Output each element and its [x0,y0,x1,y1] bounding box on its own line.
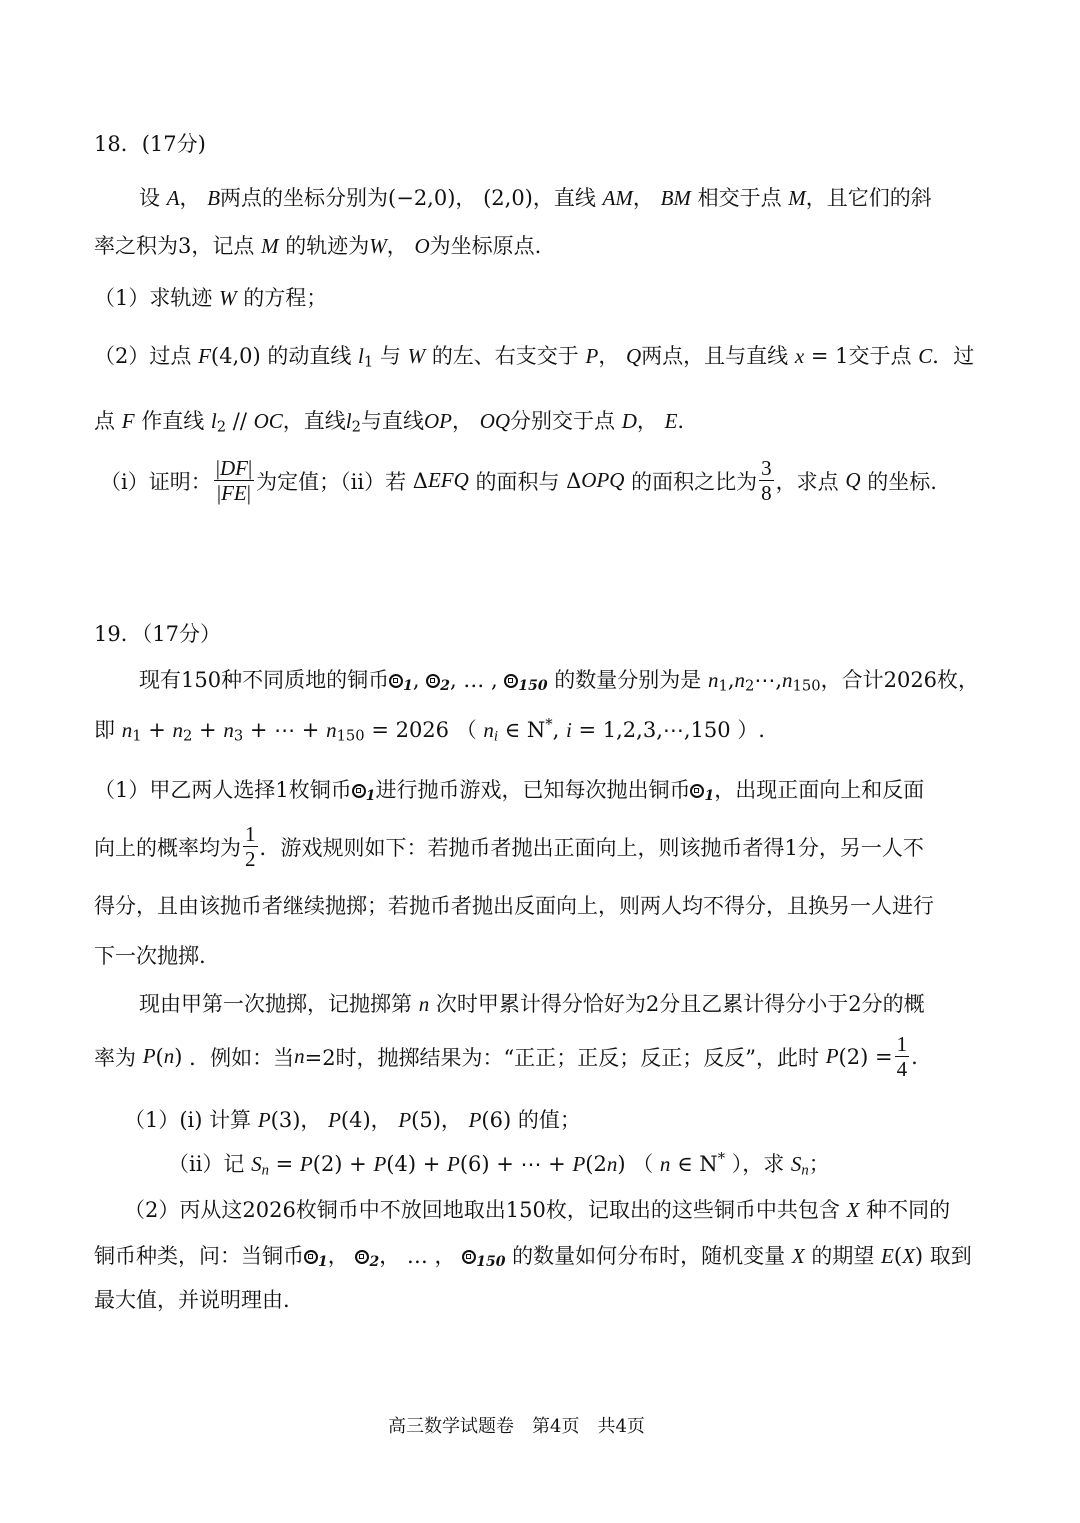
q19-part1-line3: 得分，且由该抛币者继续抛掷；若抛币者抛出反面向上，则两人均不得分，且换另一人进行 [94,894,934,918]
q19-sub-i: （1）(i) 计算 P(3)， P(4)， P(5)， P(6) 的值； [124,1108,581,1132]
coin-icon [352,784,366,798]
page-footer: 高三数学试题卷 第4页 共4页 [388,1416,645,1437]
q19-line1: 现有150种不同质地的铜币 1, 2, … , 150 的数量分别为是 $n_1,n_2\cdots,n_{150}$，合计2026枚， [139,668,980,695]
q19-part1-line1: （1）甲乙两人选择1枚铜币 1进行抛币游戏，已知每次抛出铜币 1，出现正面向上和反面 [94,778,925,804]
q18-line2: 率之积为3，记点 M 的轨迹为W， O为坐标原点. [94,234,542,258]
fraction-df-fe: $\frac{|DF|}{|FE|}$ [215,456,253,506]
q18-header: 18．(17分) [94,132,206,156]
q19-part2-line3: 最大值，并说明理由. [94,1288,290,1312]
q19-header: 19．（17分） [94,622,221,646]
q18-line1: 设 A， B两点的坐标分别为(−2,0)， (2,0)，直线 AM， BM 相交于点 M，且它们的斜 [139,186,932,210]
coin-icon [355,1250,369,1264]
coin-icon [690,784,704,798]
q19-line2: 即 $n_1 + n_2 + n_3$ + ⋯ + $n_{150} = 2026$ （ $n_i$ ∈ N*, i = 1,2,3,⋯,150 ）. [94,715,765,745]
q19-part2-line2: 铜币种类，问：当铜币 1， 2， … ， 150 的数量如何分布时，随机变量 X 的期望 E(X) 取到 [94,1244,972,1270]
q19-part1-line5: 现由甲第一次抛掷，记抛掷第 n 次时甲累计得分恰好为2分且乙累计得分小于2分的概 [139,992,925,1016]
coin-icon [304,1250,318,1264]
q18-subparts: （i）证明： $\frac{|DF|}{|FE|}$ 为定值；（ii）若 Δ EFQ 的面积与 Δ OPQ 的面积之比为 $\frac{3}{8}$ ，求点 Q 的坐标. [100,456,937,506]
q18-part1: （1）求轨迹 W 的方程； [94,286,328,310]
q19-part1-line6: 率为 P ( n ) ．例如：当 n =2时，抛掷结果为：“正正；正反；反正；反反”，此时 P (2) = $\frac{1}{4}$ . [94,1032,918,1082]
coin-icon [389,674,403,688]
fraction-1-2: $\frac{1}{2}$ [245,822,256,872]
q19-part1-line2: 向上的概率均为 $\frac{1}{2}$ ．游戏规则如下：若抛币者抛出正面向上，则该抛币者得1分，另一人不 [94,822,924,872]
q18-part2-line1: （2）过点 F(4,0) 的动直线 $l_1$ 与 W 的左、右支交于 P， Q两点，且与直线 x = 1交于点 C．过 [94,344,975,371]
coin-icon [504,674,518,688]
fraction-1-4: $\frac{1}{4}$ [896,1032,908,1082]
fraction-3-8: $\frac{3}{8}$ [761,456,772,506]
coin-icon [462,1250,476,1264]
q19-part1-line4: 下一次抛掷. [94,944,206,968]
q19-sub-ii: （ii）记 $S_n = P(2) + P(4) + P(6)$ + ⋯ + P(2n) （ n ∈ N* ），求 $S_n$； [168,1149,830,1179]
q19-part2-line1: （2）丙从这2026枚铜币中不放回地取出150枚，记取出的这些铜币中共包含 X 种不同的 [124,1198,951,1222]
q18-part2-line2: 点 F 作直线 $l_2$ // OC，直线$l_2$与直线OP， OQ分别交于点 D， E. [94,409,685,436]
coin-icon [426,674,440,688]
